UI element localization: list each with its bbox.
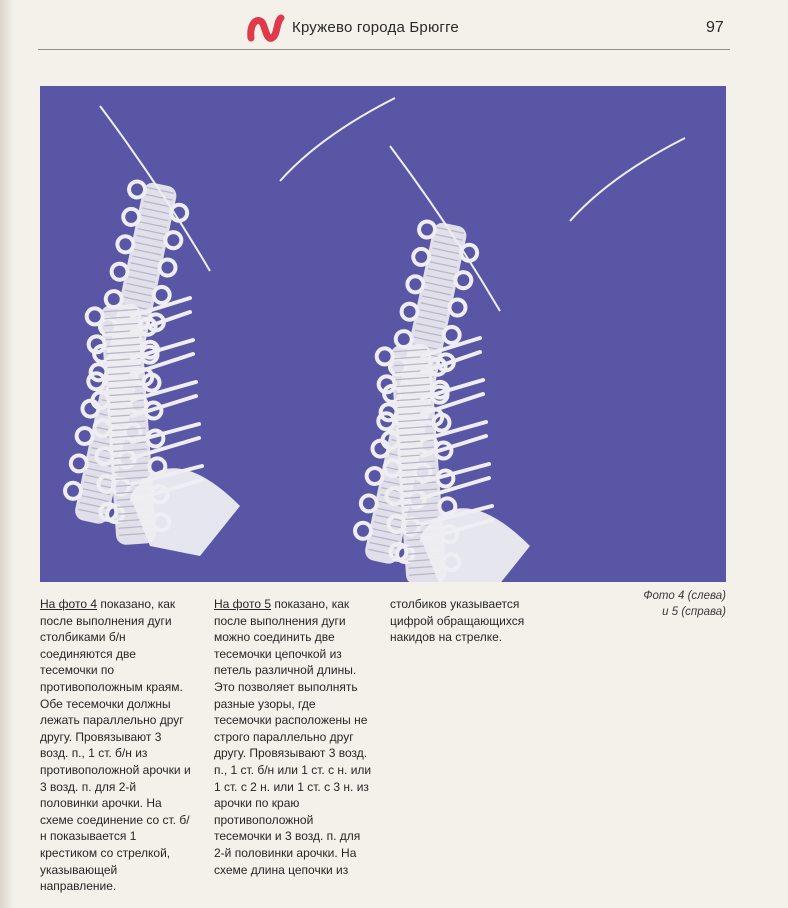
page-header	[0, 0, 788, 60]
body-column-2	[214, 596, 372, 878]
column-3-text: столбиков указывается цифрой обращающихся накидов на стрелке.	[390, 597, 525, 645]
running-title: Кружево города Брюгге	[292, 19, 459, 36]
lace-photo	[40, 86, 726, 582]
photo-caption	[594, 588, 726, 620]
column-2-text: показано, как после выполнения дуги можно соединить две тесемочки цепочкой из петель различной длины. Это позволяет выполнять разные узоры, где тесемочки расположены не строго параллельно друг другу. Провязывают 3 возд. п., 1 ст. б/н или 1 ст. с н. или 1 ст. с 2 н. или 1 ст. с 3 н. из арочки по краю противоположной тесемочки и 3 возд. п. для 2-й половинки арочки. На схеме длина цепочки из	[214, 597, 372, 877]
caption-line-1: Фото 4 (слева)	[643, 590, 726, 602]
caption-line-2: и 5 (справа)	[662, 606, 726, 618]
page-number: 97	[706, 19, 724, 36]
header-rule	[38, 49, 730, 50]
photo-5-reference: На фото 5	[214, 597, 271, 611]
lace-photo-image	[40, 86, 726, 582]
column-1-text: показано, как после выполнения дуги столбиками б/н соединяются две тесемочки по противоположным краям. Обе тесемочки должны лежать параллельно друг другу. Провязывают 3 возд. п., 1 ст. б/н из противоположной арочки и 3 возд. п. для 2-й половинки арочки. На схеме соединение со ст. б/н показывается 1 крестиком со стрелкой, указывающей направление.	[40, 597, 191, 894]
photo-4-reference: На фото 4	[40, 597, 97, 611]
body-column-1	[40, 596, 192, 895]
page-gutter-shadow	[0, 0, 14, 908]
body-column-3	[390, 596, 560, 646]
brand-loop-logo	[246, 12, 286, 46]
